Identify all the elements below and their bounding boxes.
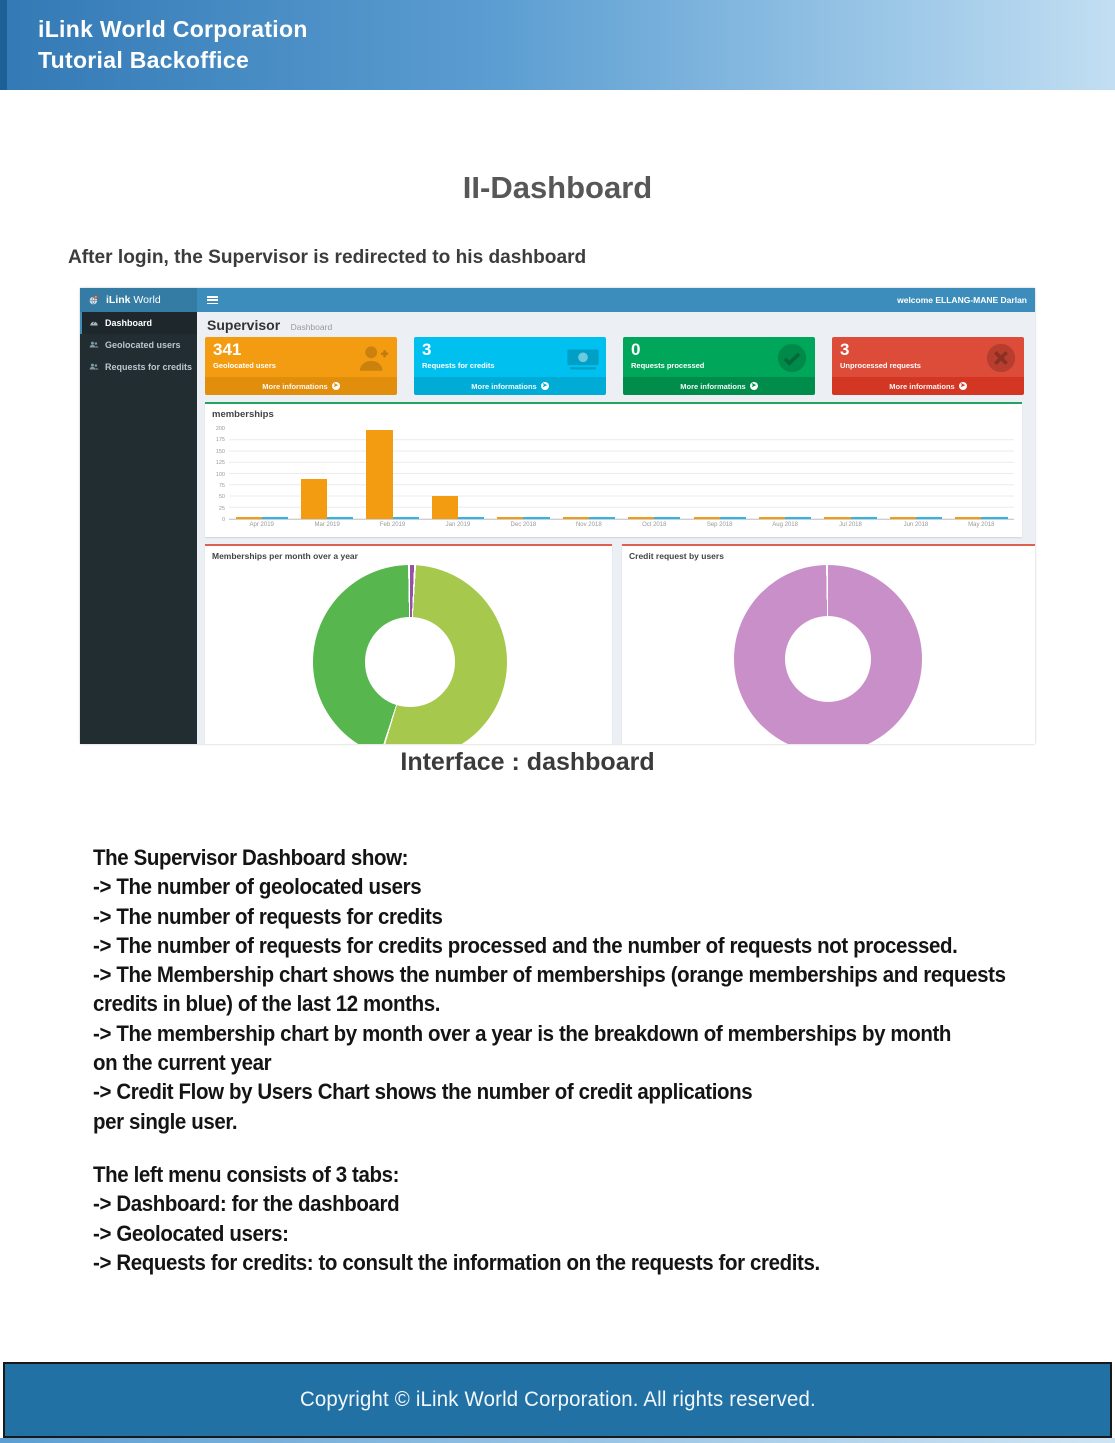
brand-text: iLink World <box>106 294 161 306</box>
bar-group <box>425 429 490 519</box>
bar-memberships <box>694 517 720 519</box>
bar-requests <box>458 517 484 519</box>
x-tick-label: Nov 2018 <box>575 522 602 528</box>
bar-requests <box>262 517 288 519</box>
bar-requests <box>916 517 942 519</box>
bar-memberships <box>301 479 327 520</box>
bar-requests <box>393 517 419 519</box>
x-tick-label: Apr 2019 <box>249 522 274 528</box>
credit-request-title: Credit request by users <box>629 551 724 561</box>
more-informations-link[interactable]: More informations ➤ <box>623 377 815 395</box>
bar-memberships <box>759 517 785 519</box>
bar-memberships <box>955 517 981 519</box>
sidebar-item-label: Dashboard <box>105 318 153 328</box>
memberships-xlabels <box>229 522 1014 532</box>
user-plus-icon <box>357 341 391 375</box>
card-label: Requests processed <box>631 361 705 370</box>
heading-breadcrumb: Dashboard <box>290 322 333 332</box>
card-label: Unprocessed requests <box>840 361 921 370</box>
y-tick-label: 25 <box>218 505 225 512</box>
card-requests-processed <box>623 337 815 395</box>
bar-requests <box>981 517 1007 519</box>
bar-requests <box>851 517 877 519</box>
memberships-chart <box>209 426 1014 532</box>
card-geolocated-users <box>205 337 397 395</box>
top-navbar <box>197 288 1035 312</box>
card-label: Geolocated users <box>213 361 276 370</box>
card-requests-for-credits <box>414 337 606 395</box>
bar-memberships <box>497 517 523 519</box>
users-icon <box>89 340 99 350</box>
x-circle-icon <box>984 341 1018 375</box>
card-unprocessed-requests <box>832 337 1024 395</box>
y-tick-label: 150 <box>215 448 225 455</box>
bar-group <box>883 429 948 519</box>
memberships-per-month-donut-chart <box>313 565 507 744</box>
dashboard-icon <box>89 318 99 328</box>
dashboard-screenshot <box>80 288 1035 744</box>
x-tick-label: Sep 2018 <box>706 522 733 528</box>
bar-group <box>687 429 752 519</box>
bar-group <box>229 429 294 519</box>
bar-memberships <box>236 517 262 519</box>
sidebar-item-requests-for-credits[interactable] <box>80 356 197 378</box>
x-tick-label: Aug 2018 <box>772 522 798 528</box>
document-header-text <box>38 14 308 76</box>
stat-cards-row <box>205 337 1024 395</box>
bar-requests <box>720 517 746 519</box>
x-tick-label: Jan 2019 <box>445 522 471 528</box>
check-circle-icon <box>775 341 809 375</box>
bar-group <box>949 429 1014 519</box>
heading-title: Supervisor <box>207 317 281 333</box>
screenshot-caption: Interface : dashboard <box>400 748 655 776</box>
y-tick-label: 0 <box>221 517 225 523</box>
money-icon <box>566 341 600 375</box>
sidebar <box>80 312 197 744</box>
y-tick-label: 50 <box>218 494 225 501</box>
document-subtitle: Tutorial Backoffice <box>38 47 250 73</box>
more-informations-link[interactable]: More informations ➤ <box>205 377 397 395</box>
company-name: iLink World Corporation <box>38 16 308 42</box>
body-paragraph-1: The Supervisor Dashboard show: -> The number of geolocated users -> The number of requests for credits -> The number of requests for credits processed and the number of requests not processed. -> The Membership chart shows the number of memberships (orange memberships and requests credits in blue) of the last 12 months. -> The membership chart by month over a year is the breakdown of memberships by month on the current year -> Credit Flow by Users Chart shows the number of credit applications per single user. <box>93 845 1006 1134</box>
x-tick-label: Dec 2018 <box>510 522 537 528</box>
bar-memberships <box>824 517 850 519</box>
bar-memberships <box>563 517 589 519</box>
document-footer <box>3 1362 1112 1438</box>
y-tick-label: 75 <box>218 482 225 489</box>
bar-group <box>818 429 883 519</box>
bar-requests <box>523 517 549 519</box>
y-tick-label: 175 <box>215 437 225 444</box>
sidebar-item-geolocated-users[interactable] <box>80 334 197 356</box>
body-paragraph-2: The left menu consists of 3 tabs: -> Dashboard: for the dashboard -> Geolocated users: -> Requests for credits: to consult the information on the requests for credits. <box>93 1162 820 1275</box>
sidebar-item-label: Geolocated users <box>105 340 181 350</box>
memberships-per-month-panel <box>205 544 612 744</box>
copyright-text: Copyright © iLink World Corporation. All rights reserved. <box>299 1388 816 1411</box>
content-area <box>197 312 1035 744</box>
users-icon <box>89 362 99 372</box>
welcome-user-link[interactable]: welcome ELLANG-MANE Darlan <box>897 295 1027 305</box>
card-value: 0 <box>631 340 641 359</box>
bar-group <box>622 429 687 519</box>
arrow-circle-icon: ➤ <box>751 383 757 389</box>
bar-group <box>360 429 425 519</box>
globe-pin-icon <box>89 295 99 305</box>
memberships-panel <box>205 402 1022 537</box>
memberships-panel-title: memberships <box>212 409 274 420</box>
more-informations-link[interactable]: More informations ➤ <box>414 377 606 395</box>
bar-group <box>491 429 556 519</box>
more-informations-link[interactable]: More informations ➤ <box>832 377 1024 395</box>
card-value: 3 <box>840 340 850 359</box>
credit-request-donut-chart <box>734 565 922 744</box>
y-tick-label: 125 <box>215 460 225 467</box>
x-tick-label: May 2018 <box>968 522 995 528</box>
x-tick-label: Jul 2018 <box>839 522 862 528</box>
card-value: 341 <box>213 340 242 359</box>
bar-group <box>294 429 359 519</box>
x-tick-label: Mar 2019 <box>314 522 340 528</box>
bar-requests <box>785 517 811 519</box>
brand-logo[interactable] <box>80 288 197 312</box>
sidebar-item-label: Requests for credits <box>105 362 193 372</box>
card-label: Requests for credits <box>422 361 495 370</box>
bar-requests <box>589 517 615 519</box>
bar-group <box>556 429 621 519</box>
card-value: 3 <box>422 340 432 359</box>
memberships-plot <box>229 429 1014 520</box>
bar-memberships <box>628 517 654 519</box>
memberships-per-month-title: Memberships per month over a year <box>212 551 358 561</box>
bar-requests <box>654 517 680 519</box>
x-tick-label: Jun 2018 <box>903 522 929 528</box>
bar-group <box>752 429 817 519</box>
credit-request-panel <box>622 544 1035 744</box>
bar-memberships <box>890 517 916 519</box>
bar-memberships <box>432 496 458 519</box>
bottom-gradient-strip <box>0 1438 1115 1443</box>
x-tick-label: Feb 2019 <box>379 522 406 528</box>
intro-text: After login, the Supervisor is redirected to his dashboard <box>68 246 587 268</box>
x-tick-label: Oct 2018 <box>642 522 667 528</box>
arrow-circle-icon: ➤ <box>542 383 548 389</box>
hamburger-menu-icon[interactable] <box>207 296 218 306</box>
document-header <box>0 0 1115 90</box>
sidebar-item-dashboard[interactable] <box>80 312 197 334</box>
arrow-circle-icon: ➤ <box>333 383 339 389</box>
page-title: II-Dashboard <box>462 170 653 205</box>
memberships-yaxis <box>209 426 227 523</box>
y-tick-label: 200 <box>215 426 225 432</box>
bar-memberships <box>366 430 392 519</box>
bar-requests <box>327 517 353 519</box>
page-heading <box>207 317 332 335</box>
y-tick-label: 100 <box>215 471 225 478</box>
arrow-circle-icon: ➤ <box>960 383 966 389</box>
